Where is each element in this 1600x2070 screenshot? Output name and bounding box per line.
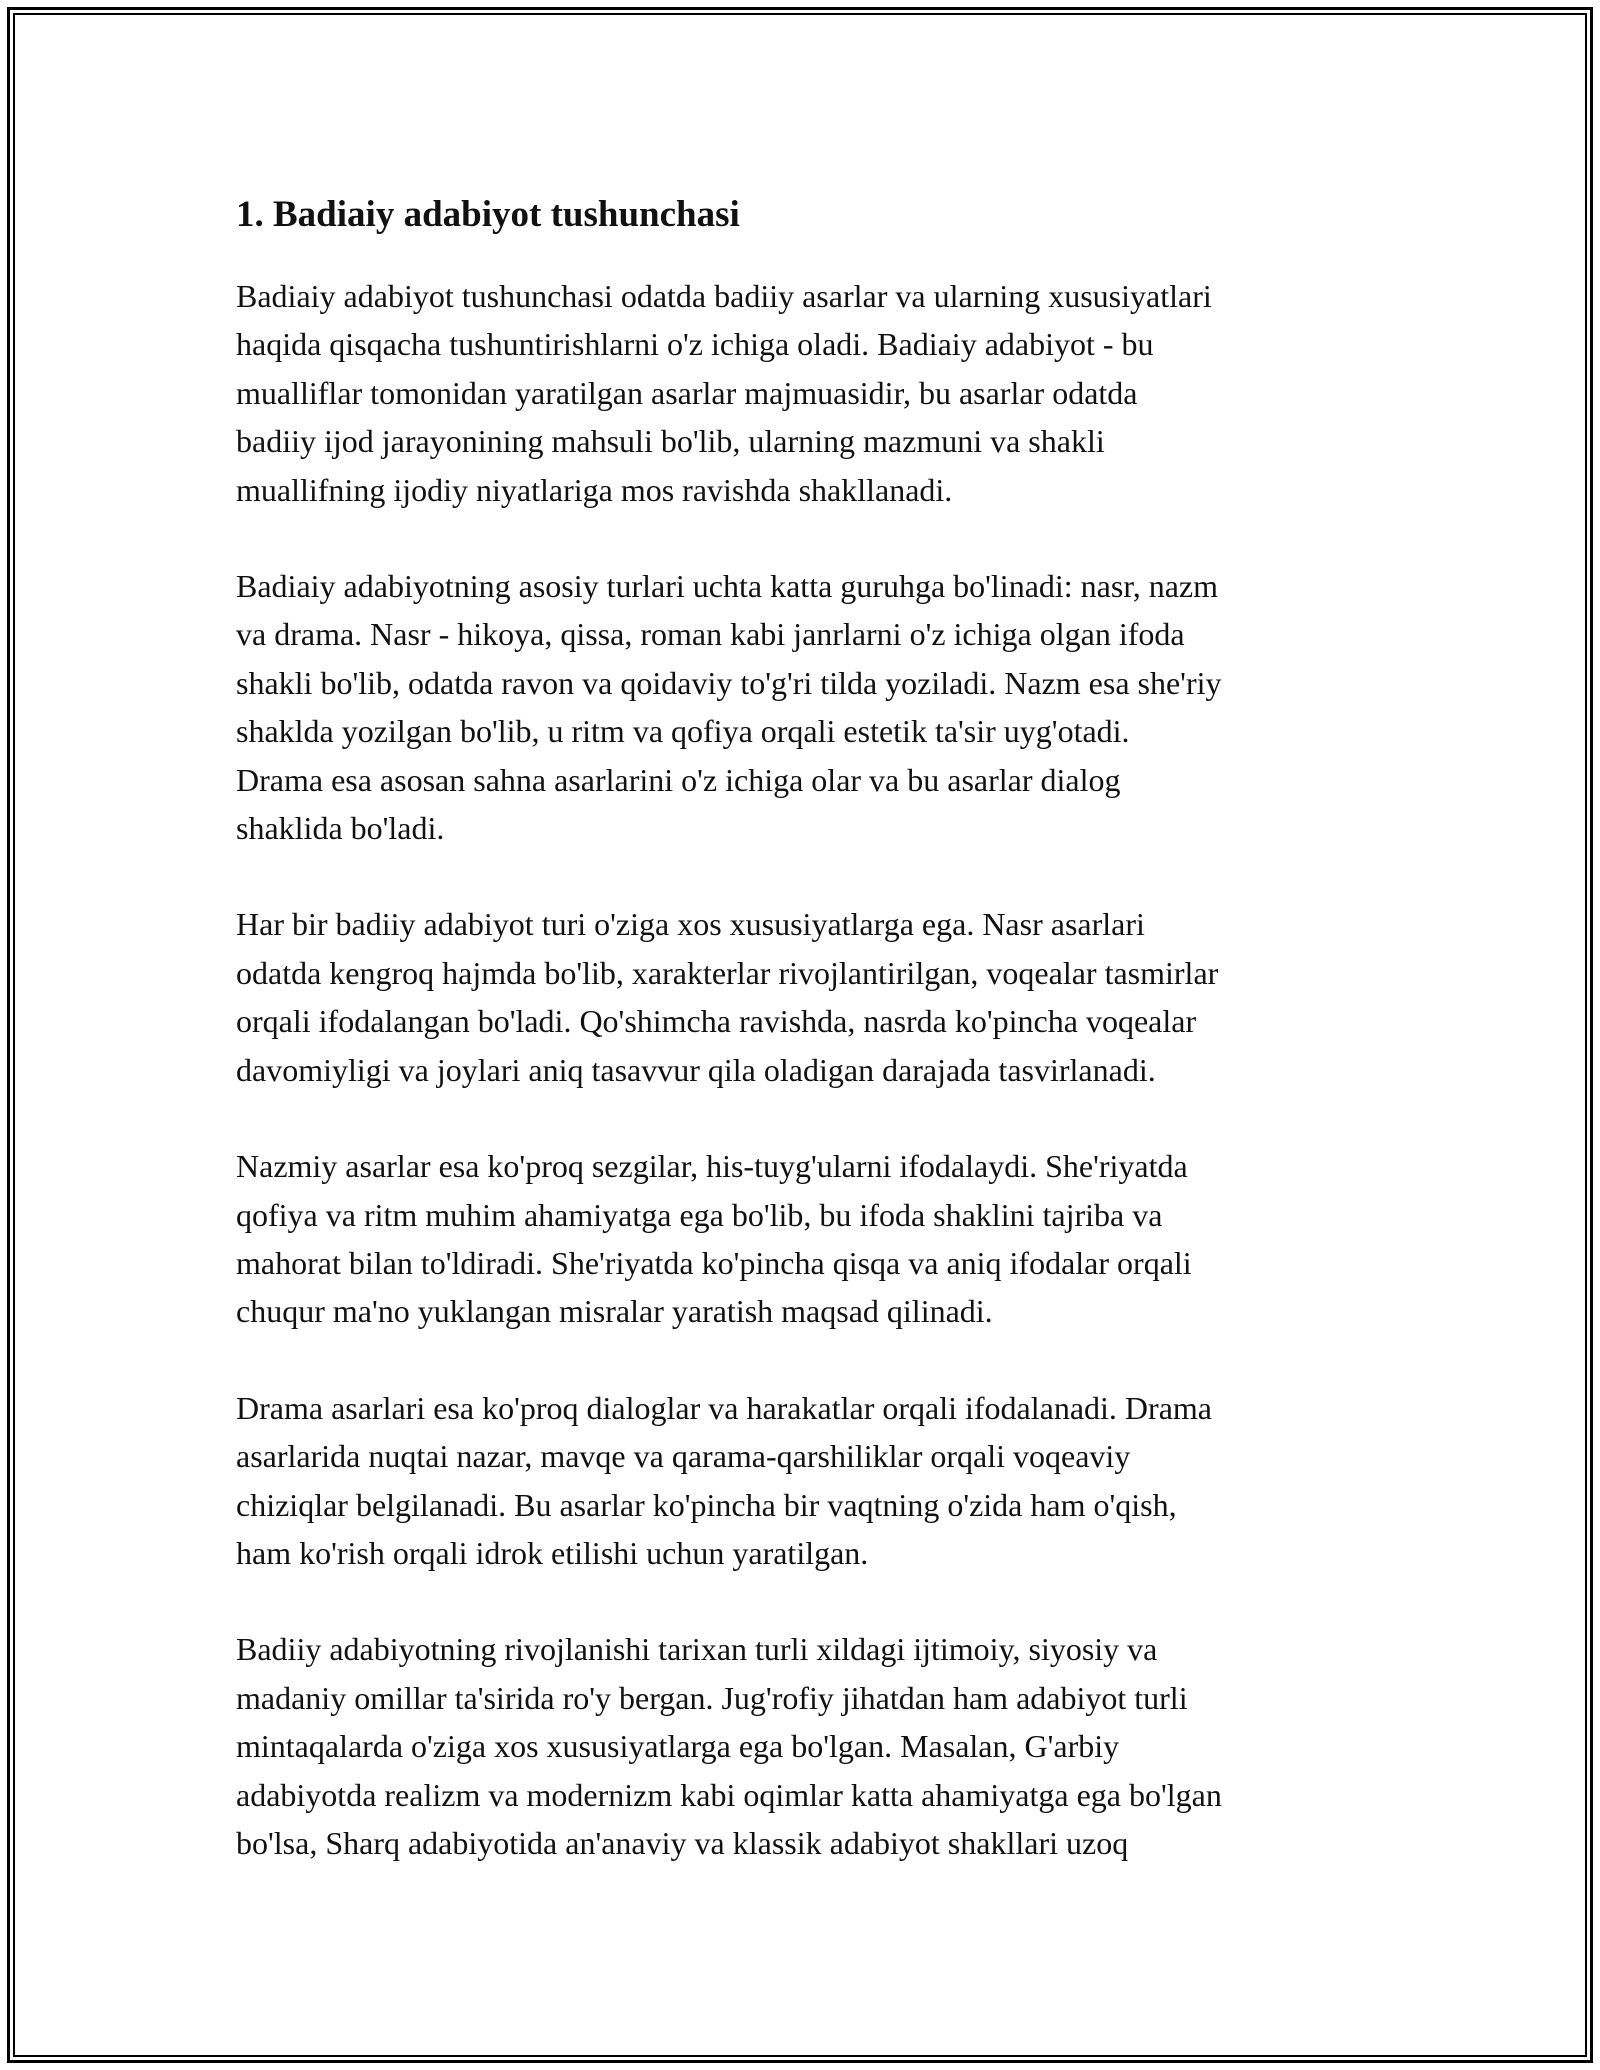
paragraph-2 [236,562,1376,852]
text-line: badiiy ijod jarayonining mahsuli bo'lib, ularning mazmuni va shakli [236,423,1105,460]
text-line: Badiiy adabiyotning rivojlanishi tarixan turli xildagi ijtimoiy, siyosiy va [236,1631,1158,1668]
text-line: shakli bo'lib, odatda ravon va qoidaviy to'g'ri tilda yoziladi. Nazm esa she'riy [236,664,1222,701]
text-line: davomiyligi va joylari aniq tasavvur qila oladigan darajada tasvirlanadi. [236,1051,1156,1088]
text-line: Drama asarlari esa ko'proq dialoglar va harakatlar orqali ifodalanadi. Drama [236,1389,1212,1426]
text-line: mahorat bilan to'ldiradi. She'riyatda ko'pincha qisqa va aniq ifodalar orqali [236,1244,1192,1281]
text-line: madaniy omillar ta'sirida ro'y bergan. Jug'rofiy jihatdan ham adabiyot turli [236,1679,1188,1716]
text-line: Har bir badiiy adabiyot turi o'ziga xos xususiyatlarga ega. Nasr asarlari [236,906,1145,943]
text-line: Badiaiy adabiyot tushunchasi odatda badiiy asarlar va ularning xususiyatlari [236,278,1212,314]
text-line: chuqur ma'no yuklangan misralar yaratish maqsad qilinadi. [236,1293,993,1330]
text-line: orqali ifodalangan bo'ladi. Qo'shimcha ravishda, nasrda ko'pincha voqealar [236,1003,1197,1040]
paragraph-4 [236,1142,1376,1336]
text-line: adabiyotda realizm va modernizm kabi oqimlar katta ahamiyatga ega bo'lgan [236,1776,1222,1813]
text-line: muallifning ijodiy niyatlariga mos ravishda shakllanadi. [236,471,953,508]
text-line: haqida qisqacha tushuntirishlarni o'z ichiga oladi. Badiaiy adabiyot - bu [236,326,1154,363]
text-line: Drama esa asosan sahna asarlarini o'z ichiga olar va bu asarlar dialog [236,761,1121,798]
text-line: Badiaiy adabiyotning asosiy turlari uchta katta guruhga bo'linadi: nasr, nazm [236,568,1218,605]
text-line: mintaqalarda o'ziga xos xususiyatlarga ega bo'lgan. Masalan, G'arbiy [236,1728,1120,1765]
text-line: mualliflar tomonidan yaratilgan asarlar majmuasidir, bu asarlar odatda [236,374,1138,411]
paragraph-1 [236,272,1376,514]
text-line: odatda kengroq hajmda bo'lib, xarakterlar rivojlantirilgan, voqealar tasmirlar [236,954,1219,991]
text-line: ham ko'rish orqali idrok etilishi uchun yaratilgan. [236,1534,869,1571]
text-line: shaklda yozilgan bo'lib, u ritm va qofiya orqali estetik ta'sir uyg'otadi. [236,713,1130,750]
text-line: bo'lsa, Sharq adabiyotida an'anaviy va klassik adabiyot shakllari uzoq [236,1824,1129,1861]
section-title: 1. Badiaiy adabiyot tushunchasi [236,194,740,235]
document-body [236,188,1376,1915]
text-line: qofiya va ritm muhim ahamiyatga ega bo'lib, bu ifoda shaklini tajriba va [236,1196,1163,1233]
text-line: chiziqlar belgilanadi. Bu asarlar ko'pincha bir vaqtning o'zida ham o'qish, [236,1486,1177,1523]
text-line: va drama. Nasr - hikoya, qissa, roman kabi janrlarni o'z ichiga olgan ifoda [236,616,1185,653]
text-line: shaklida bo'ladi. [236,810,445,847]
text-line: asarlarida nuqtai nazar, mavqe va qarama-qarshiliklar orqali voqeaviy [236,1438,1131,1475]
paragraph-6 [236,1625,1376,1867]
paragraph-3 [236,900,1376,1094]
text-line: Nazmiy asarlar esa ko'proq sezgilar, his-tuyg'ularni ifodalaydi. She'riyatda [236,1148,1188,1185]
paragraph-5 [236,1384,1376,1578]
